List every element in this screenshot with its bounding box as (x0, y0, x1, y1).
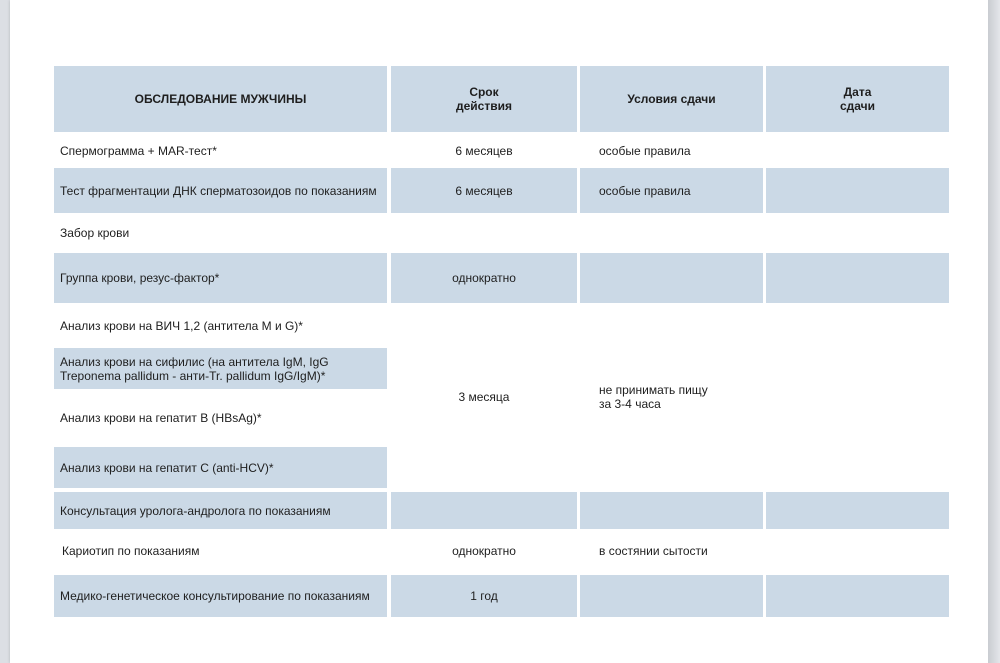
header-validity: Срок действия (391, 66, 577, 132)
row-date (766, 168, 949, 213)
row-exam: Анализ крови на гепатит С (anti-HCV)* (54, 447, 387, 488)
row-exam: Медико-генетическое консультирование по показаниям (54, 575, 387, 617)
row-date (766, 492, 949, 529)
row-exam: Анализ крови на ВИЧ 1,2 (антитела М и G)* (60, 319, 303, 333)
page-edge-shadow (988, 0, 1000, 663)
row-validity: однократно (452, 544, 516, 558)
document-page (10, 0, 988, 663)
row-validity: 6 месяцев (455, 144, 513, 158)
row-exam: Консультация уролога-андролога по показаниям (54, 492, 387, 529)
row-exam: Тест фрагментации ДНК сперматозоидов по показаниям (54, 168, 387, 213)
row-date (766, 575, 949, 617)
merged-validity: 3 месяца (458, 390, 510, 404)
section-label-blood-draw: Забор крови (60, 226, 130, 240)
row-validity (391, 492, 577, 529)
row-date (766, 253, 949, 303)
row-exam: Анализ крови на гепатит В (HBsAg)* (60, 411, 262, 425)
row-conditions (580, 492, 763, 529)
row-exam: Анализ крови на сифилис (на антитела IgM, IgG Treponema pallidum - анти-Tr. pallidum IgG/IgM)* (54, 348, 387, 389)
row-conditions (580, 575, 763, 617)
merged-conditions: не принимать пищу за 3-4 часа (599, 383, 708, 411)
row-validity: 6 месяцев (391, 168, 577, 213)
row-conditions: особые правила (599, 144, 691, 158)
row-validity: однократно (391, 253, 577, 303)
row-date (766, 136, 949, 166)
row-exam: Кариотип по показаниям (62, 544, 200, 558)
row-validity: 1 год (391, 575, 577, 617)
row-conditions (580, 253, 763, 303)
row-exam: Группа крови, резус-фактор* (54, 253, 387, 303)
header-exam: ОБСЛЕДОВАНИЕ МУЖЧИНЫ (54, 66, 387, 132)
row-conditions: в состянии сытости (599, 544, 708, 558)
row-conditions: особые правила (580, 168, 763, 213)
row-exam: Спермограмма + MAR-тест* (60, 144, 217, 158)
header-date: Дата сдачи (766, 66, 949, 132)
header-conditions: Условия сдачи (580, 66, 763, 132)
